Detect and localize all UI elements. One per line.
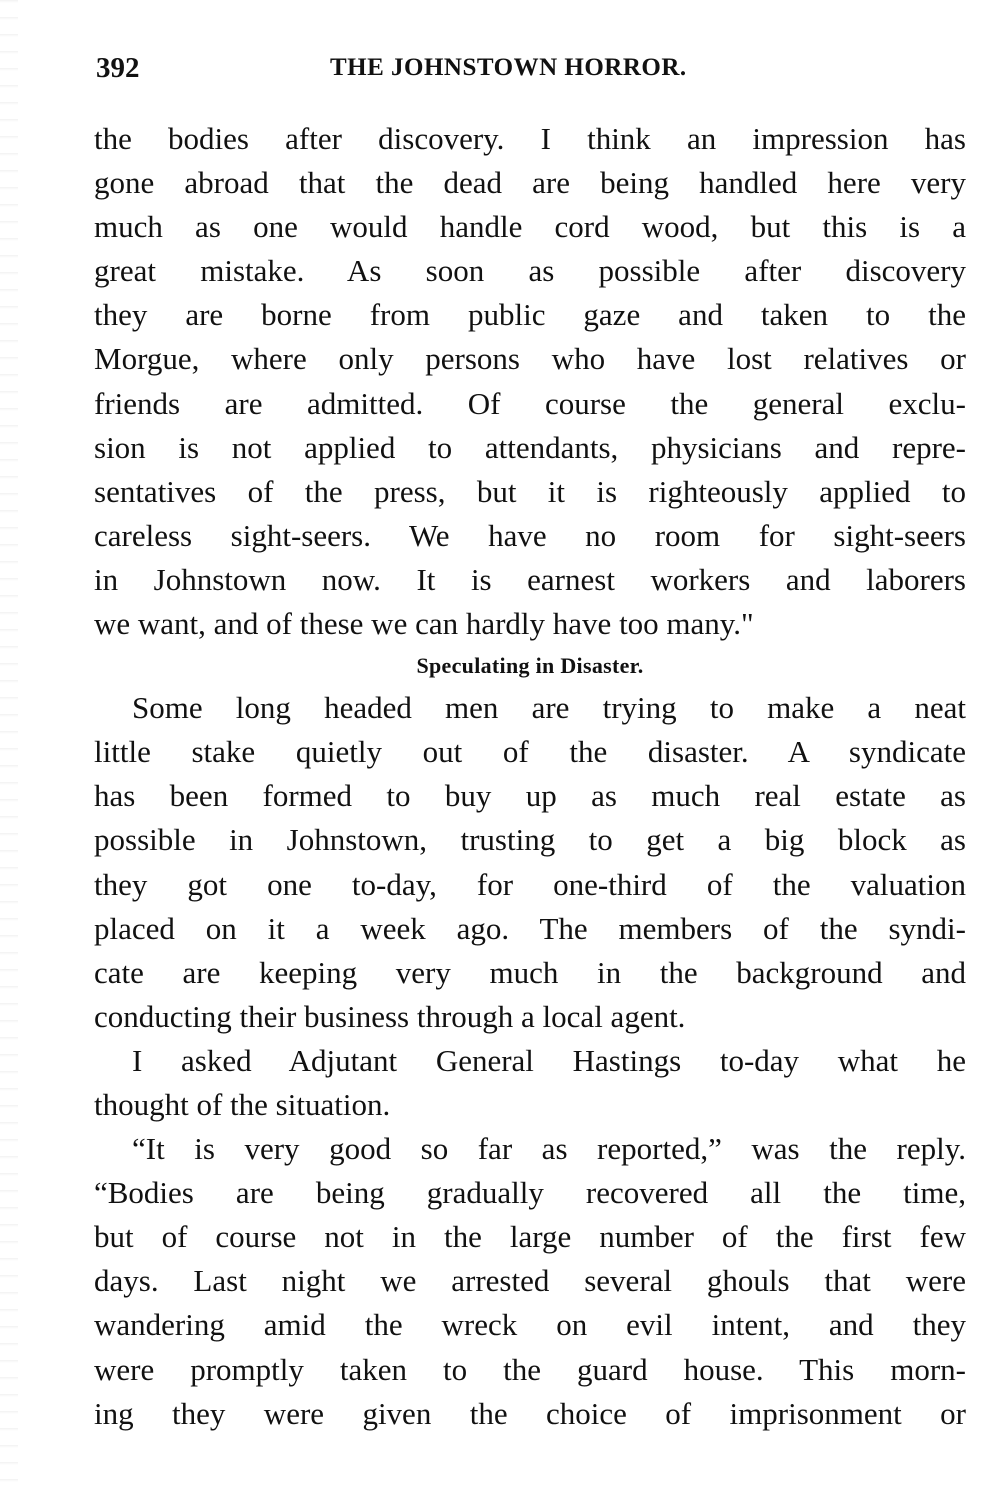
page-edge-speckle xyxy=(0,0,18,1492)
book-title: THE JOHNSTOWN HORROR. xyxy=(330,54,687,81)
text-line: cate are keeping very much in the background and xyxy=(94,954,966,990)
text-line: friends are admitted. Of course the general exclu- xyxy=(94,385,966,421)
text-line: Morgue, where only persons who have lost relatives or xyxy=(94,341,966,377)
text-line: “It is very good so far as reported,” was the reply. xyxy=(132,1131,966,1167)
text-line: they got one to-day, for one-third of the valuation xyxy=(94,866,966,902)
running-head xyxy=(96,50,966,90)
text-line: the bodies after discovery. I think an impression has xyxy=(94,121,966,156)
text-line: sion is not applied to attendants, physicians and repre- xyxy=(94,429,966,465)
text-line: careless sight-seers. We have no room for sight-seers xyxy=(94,517,966,553)
section-heading: Speculating in Disaster. xyxy=(416,653,644,679)
page-number: 392 xyxy=(96,52,140,84)
paragraph xyxy=(94,1039,966,1127)
text-line: great mistake. As soon as possible after discovery xyxy=(94,253,966,289)
paragraph xyxy=(94,1127,966,1436)
text-line: has been formed to buy up as much real estate as xyxy=(94,778,966,814)
paragraph xyxy=(94,686,966,1039)
text-line: much as one would handle cord wood, but this is a xyxy=(94,209,966,245)
text-line: days. Last night we arrested several ghouls that were xyxy=(94,1263,966,1299)
text-line: sentatives of the press, but it is righteously applied to xyxy=(94,473,966,509)
text-line: little stake quietly out of the disaster. A syndicate xyxy=(94,734,966,770)
text-line: possible in Johnstown, trusting to get a big block as xyxy=(94,822,966,858)
text-line: in Johnstown now. It is earnest workers and laborers xyxy=(94,561,966,597)
text-line: were promptly taken to the guard house. This morn- xyxy=(94,1351,966,1387)
text-line: I asked Adjutant General Hastings to-day what he xyxy=(132,1042,966,1078)
text-line: we want, and of these we can hardly have too many." xyxy=(94,606,754,642)
text-line: “Bodies are being gradually recovered all the time, xyxy=(94,1175,966,1211)
paragraph xyxy=(94,117,966,646)
text-line: thought of the situation. xyxy=(94,1086,391,1122)
text-line: Some long headed men are trying to make a neat xyxy=(132,690,966,726)
text-line: but of course not in the large number of the first few xyxy=(94,1219,966,1255)
text-line: conducting their business through a local agent. xyxy=(94,998,686,1034)
text-line: wandering amid the wreck on evil intent, and they xyxy=(94,1307,966,1343)
text-line: placed on it a week ago. The members of the syndi- xyxy=(94,910,966,946)
text-line: they are borne from public gaze and taken to the xyxy=(94,297,966,333)
body-text xyxy=(94,117,966,1436)
text-line: ing they were given the choice of imprisonment or xyxy=(94,1395,966,1431)
text-line: gone abroad that the dead are being handled here very xyxy=(94,165,966,201)
